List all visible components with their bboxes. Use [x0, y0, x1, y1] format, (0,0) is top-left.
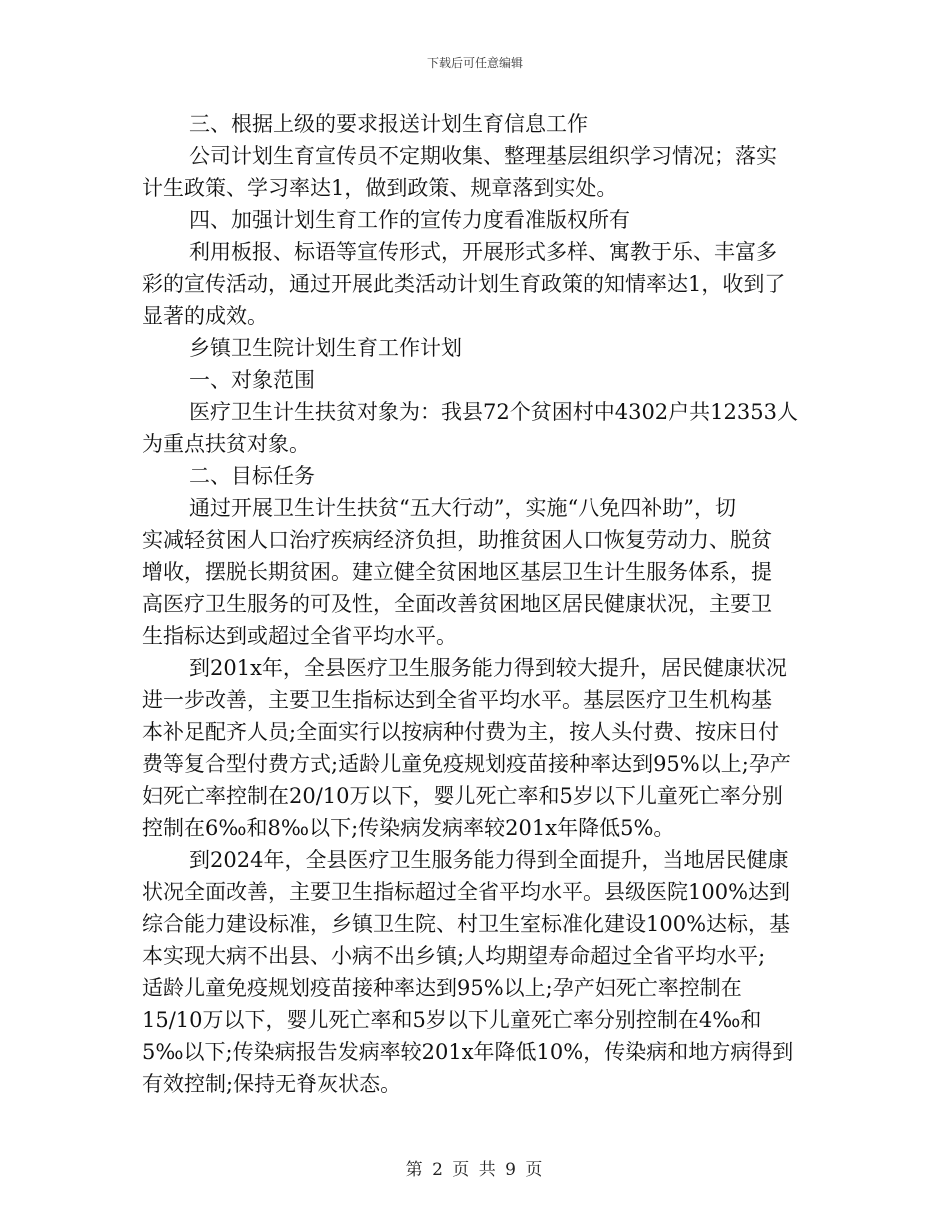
paragraph-line: 进一步改善，主要卫生指标达到全省平均水平。基层医疗卫生机构基 — [142, 688, 772, 712]
paragraph-line: 5‰以下;传染病报告发病率较201x年降低10%，传染病和地方病得到 — [142, 1040, 794, 1064]
section-heading: 三、根据上级的要求报送计划生育信息工作 — [189, 112, 588, 136]
paragraph-line: 到201x年，全县医疗卫生服务能力得到较大提升，居民健康状况 — [189, 656, 787, 680]
paragraph-line: 费等复合型付费方式;适龄儿童免疫规划疫苗接种率达到95%以上;孕产 — [142, 752, 791, 776]
paragraph-line: 控制在6‰和8‰以下;传染病发病率较201x年降低5%。 — [142, 816, 675, 840]
document-body — [142, 108, 812, 1100]
paragraph-line: 15/10万以下，婴儿死亡率和5岁以下儿童死亡率分别控制在4‰和 — [142, 1008, 762, 1032]
section-heading: 四、加强计划生育工作的宣传力度看准版权所有 — [189, 208, 630, 232]
paragraph-line: 有效控制;保持无脊灰状态。 — [142, 1072, 402, 1096]
paragraph-line: 状况全面改善，主要卫生指标超过全省平均水平。县级医院100%达到 — [142, 880, 791, 904]
page-number: 第 2 页 共 9 页 — [405, 1160, 545, 1180]
paragraph-line: 彩的宣传活动，通过开展此类活动计划生育政策的知情率达1，收到了 — [142, 272, 786, 296]
paragraph-line: 本补足配齐人员;全面实行以按病种付费为主，按人头付费、按床日付 — [142, 720, 780, 744]
section-heading: 二、目标任务 — [189, 464, 315, 488]
paragraph-line: 本实现大病不出县、小病不出乡镇;人均期望寿命超过全省平均水平; — [142, 944, 766, 968]
paragraph-line: 适龄儿童免疫规划疫苗接种率达到95%以上;孕产妇死亡率控制在 — [142, 976, 742, 1000]
paragraph-line: 医疗卫生计生扶贫对象为：我县72个贫困村中4302户共12353人 — [189, 400, 798, 424]
paragraph-line: 实减轻贫困人口治疗疾病经济负担，助推贫困人口恢复劳动力、脱贫 — [142, 528, 772, 552]
document-title: 乡镇卫生院计划生育工作计划 — [189, 336, 462, 360]
section-heading: 一、对象范围 — [189, 368, 315, 392]
paragraph-line: 为重点扶贫对象。 — [142, 432, 310, 456]
paragraph-line: 利用板报、标语等宣传形式，开展形式多样、寓教于乐、丰富多 — [189, 240, 777, 264]
paragraph-line: 通过开展卫生计生扶贫“五大行动”，实施“八免四补助”，切 — [189, 496, 736, 520]
paragraph-line: 公司计划生育宣传员不定期收集、整理基层组织学习情况；落实 — [189, 144, 777, 168]
paragraph-line: 到2024年，全县医疗卫生服务能力得到全面提升，当地居民健康 — [189, 848, 789, 872]
paragraph-line: 高医疗卫生服务的可及性，全面改善贫困地区居民健康状况，主要卫 — [142, 592, 772, 616]
paragraph-line: 显著的成效。 — [142, 304, 268, 328]
paragraph-line: 生指标达到或超过全省平均水平。 — [142, 624, 457, 648]
paragraph-line: 妇死亡率控制在20/10万以下，婴儿死亡率和5岁以下儿童死亡率分别 — [142, 784, 783, 808]
paragraph-line: 增收，摆脱长期贫困。建立健全贫困地区基层卫生计生服务体系，提 — [142, 560, 772, 584]
paragraph-line: 综合能力建设标准，乡镇卫生院、村卫生室标准化建设100%达标，基 — [142, 912, 791, 936]
paragraph-line: 计生政策、学习率达1，做到政策、规章落到实处。 — [142, 176, 618, 200]
page-header-note: 下载后可任意编辑 — [426, 56, 523, 70]
